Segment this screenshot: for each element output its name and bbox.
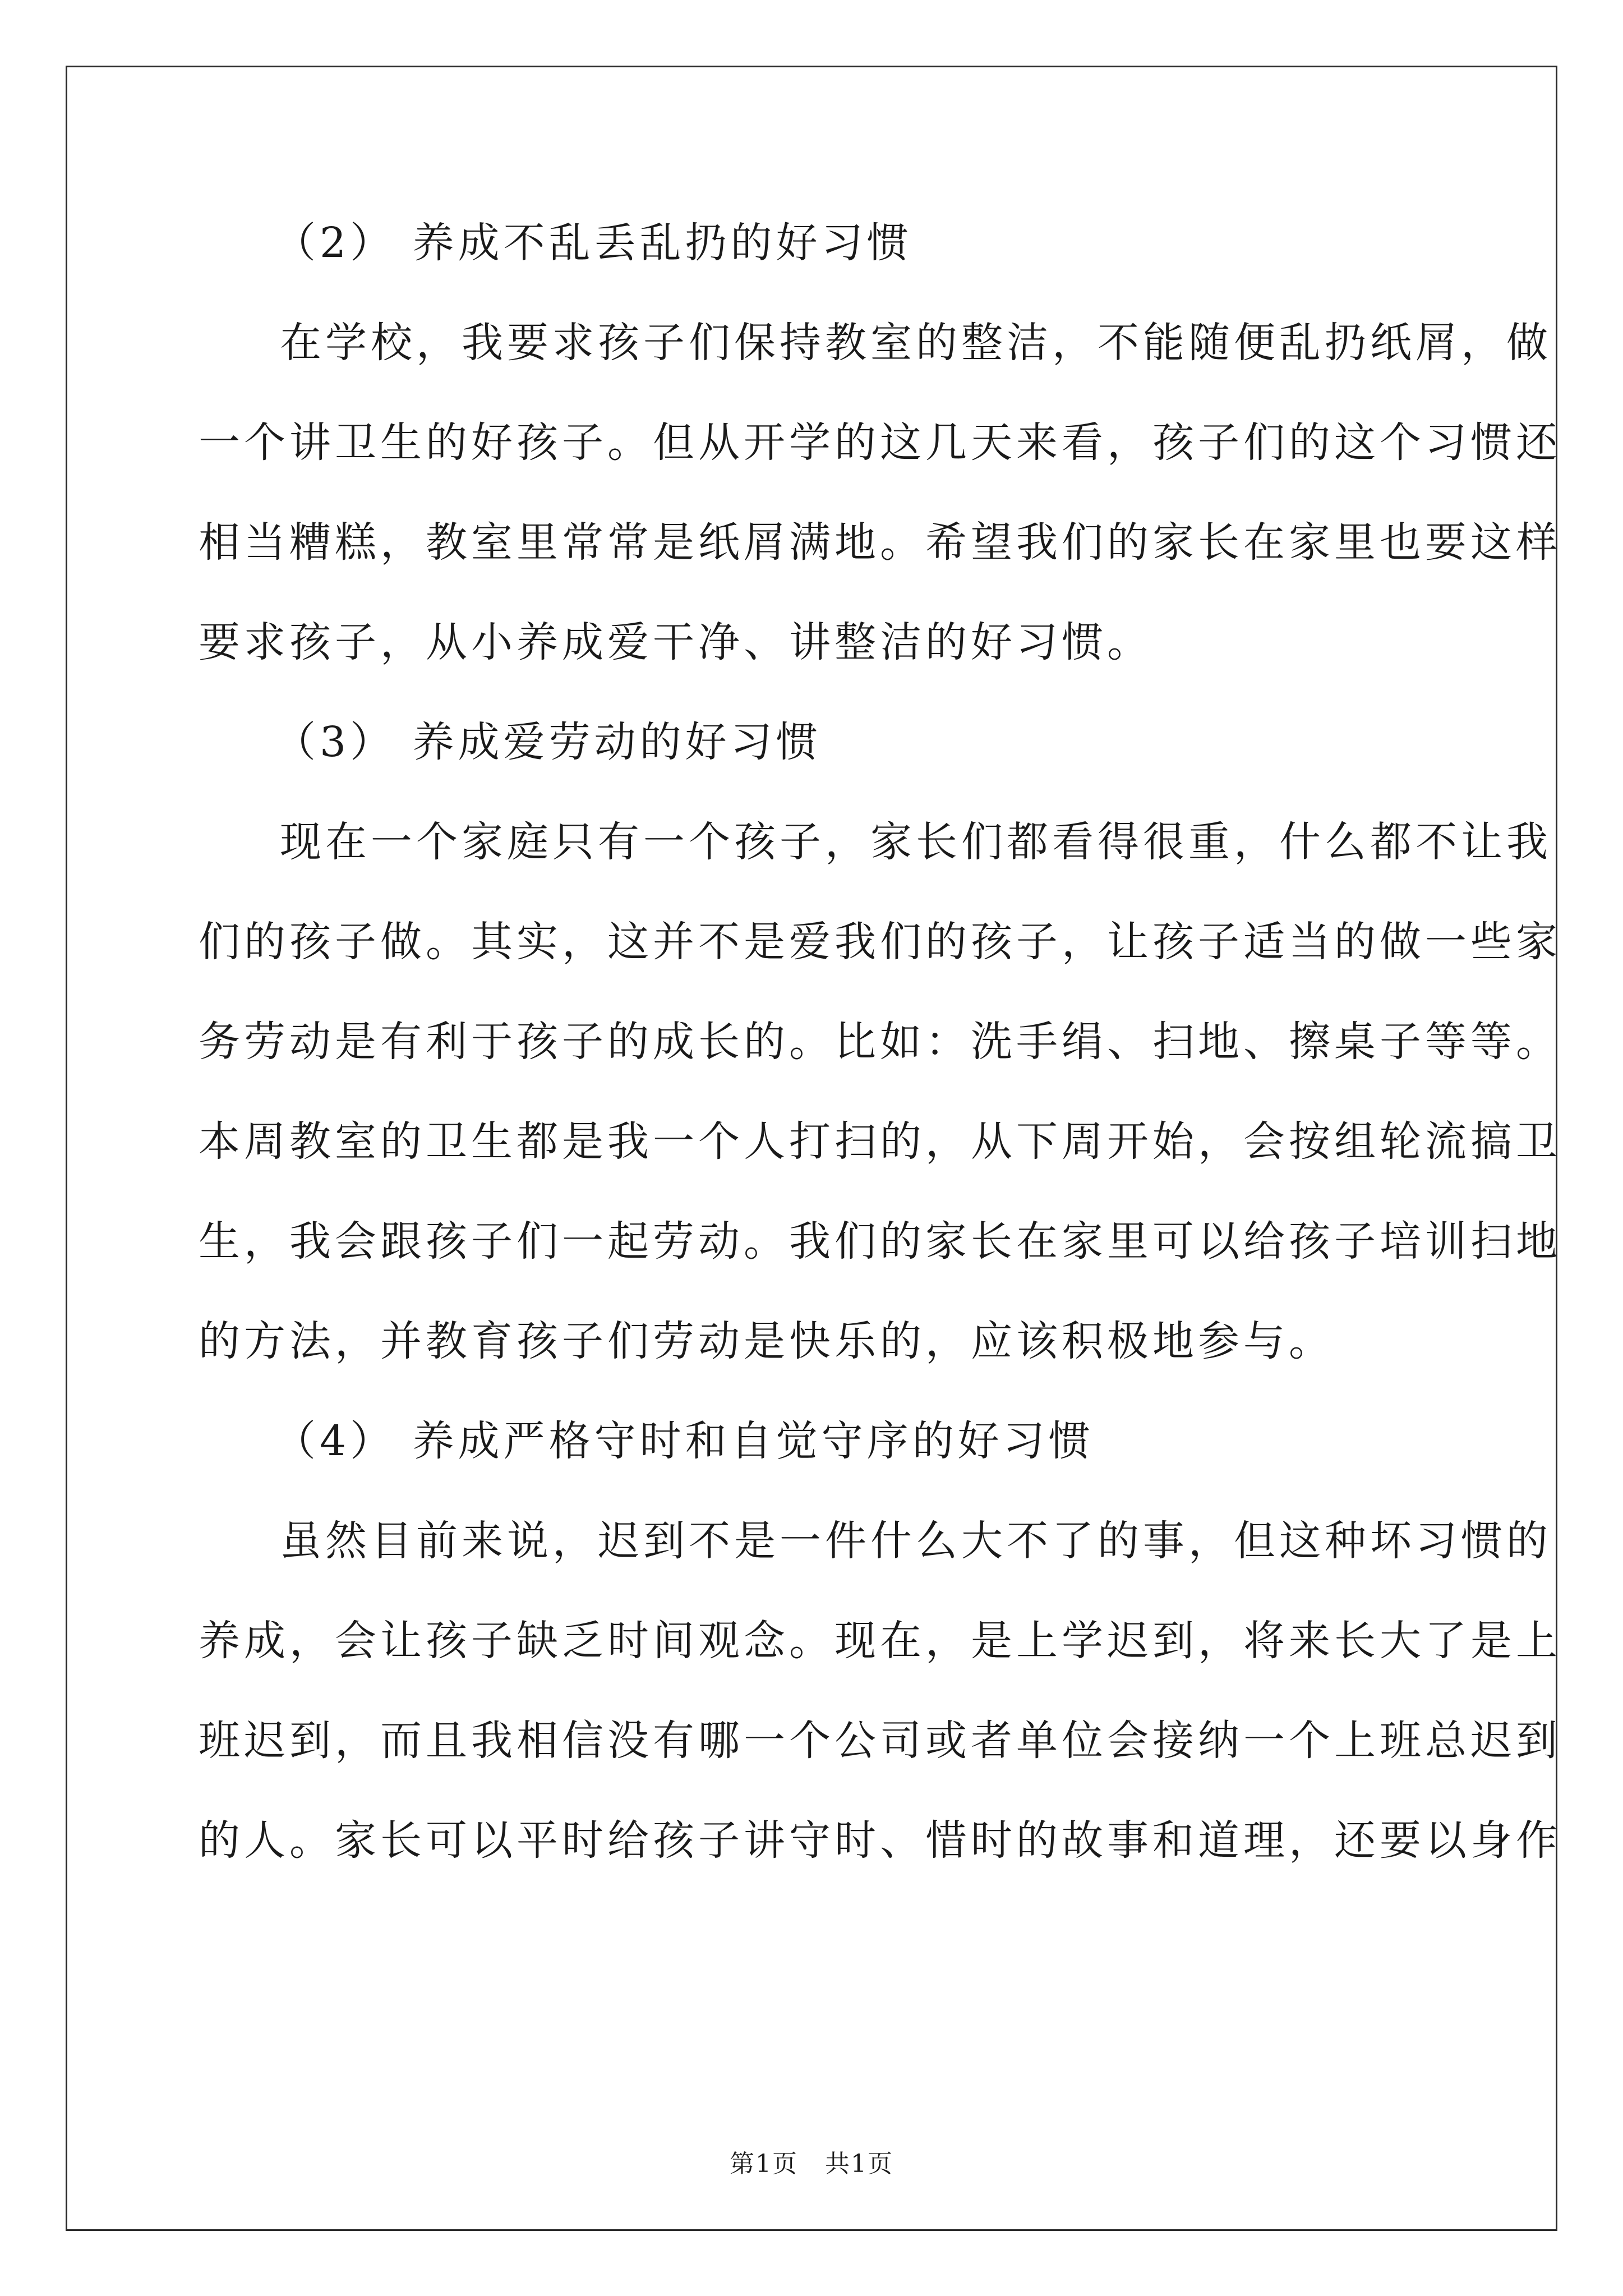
paragraph-line: 生，我会跟孩子们一起劳动。我们的家长在家里可以给孩子培训扫地 [199,1217,1561,1266]
paragraph-line: 一个讲卫生的好孩子。但从开学的这几天来看，孩子们的这个习惯还 [199,418,1561,467]
paragraph-line: 现在一个家庭只有一个孩子，家长们都看得很重，什么都不让我 [280,818,1552,866]
paragraph-line: 班迟到，而且我相信没有哪一个公司或者单位会接纳一个上班总迟到 [199,1717,1561,1765]
page-total: 共1页 [824,2150,893,2178]
paragraph-line: 养成，会让孩子缺乏时间观念。现在，是上学迟到，将来长大了是上 [199,1617,1561,1665]
page-footer [0,2147,1623,2181]
paragraph-line: 的方法，并教育孩子们劳动是快乐的，应该积极地参与。 [199,1317,1334,1365]
paragraph-line: 的人。家长可以平时给孩子讲守时、惜时的故事和道理，还要以身作 [199,1816,1561,1865]
page-number: 第1页 [730,2150,799,2178]
paragraph-line: 要求孩子，从小养成爱干净、讲整洁的好习惯。 [199,618,1152,666]
document-body [199,216,1561,1867]
paragraph-line: 本周教室的卫生都是我一个人打扫的，从下周开始，会按组轮流搞卫 [199,1117,1561,1166]
paragraph-line: 虽然目前来说，迟到不是一件什么大不了的事，但这种坏习惯的 [280,1517,1552,1565]
section-heading-2: （2） 养成不乱丢乱扔的好习惯 [274,219,912,267]
paragraph-line: 在学校，我要求孩子们保持教室的整洁，不能随便乱扔纸屑，做 [280,319,1552,367]
paragraph-line: 们的孩子做。其实，这并不是爱我们的孩子，让孩子适当的做一些家 [199,918,1561,966]
section-heading-4: （4） 养成严格守时和自觉守序的好习惯 [274,1417,1094,1465]
section-heading-3: （3） 养成爱劳动的好习惯 [274,718,822,766]
paragraph-line: 相当糟糕，教室里常常是纸屑满地。希望我们的家长在家里也要这样 [199,518,1561,567]
paragraph-line: 务劳动是有利于孩子的成长的。比如：洗手绢、扫地、擦桌子等等。 [199,1018,1561,1066]
